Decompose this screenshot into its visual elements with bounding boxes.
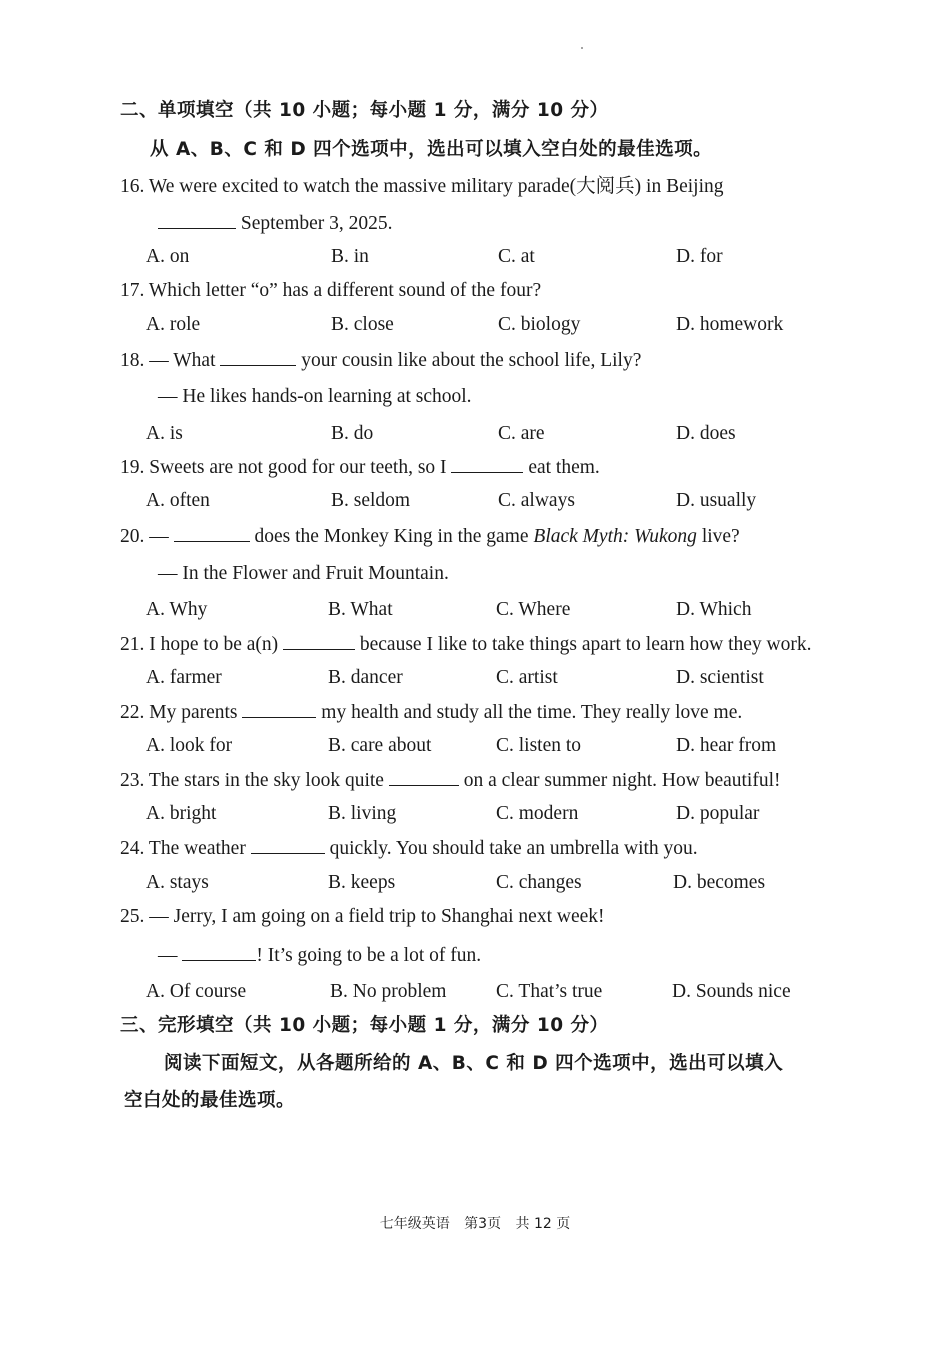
answer-blank — [451, 454, 523, 473]
footer-total-pages: 共 12 页 — [515, 1216, 571, 1232]
option-b: B. dancer — [328, 667, 403, 688]
option-c: C. biology — [498, 314, 581, 335]
question-text: What — [173, 350, 216, 371]
section2-heading: 二、单项填空（共 10 小题；每小题 1 分，满分 10 分） — [120, 100, 609, 121]
question-text: Jerry, I am going on a field trip to Shanghai next week! — [173, 906, 605, 927]
option-c: C. artist — [496, 667, 558, 688]
option-b: B. care about — [328, 735, 432, 756]
option-a: A. role — [146, 314, 201, 335]
answer-blank — [242, 699, 316, 718]
option-b: B. in — [331, 246, 369, 267]
option-d: D. Which — [676, 599, 752, 620]
question-text: eat them. — [528, 457, 600, 478]
question-text: My parents — [149, 702, 238, 723]
question-18-reply — [158, 384, 472, 410]
answer-blank — [251, 835, 325, 854]
option-a: A. Of course — [146, 981, 247, 1002]
option-d: D. Sounds nice — [672, 981, 791, 1002]
question-text: Sweets are not good for our teeth, so I — [149, 457, 447, 478]
question-17 — [120, 278, 541, 304]
question-text: on a clear summer night. How beautiful! — [463, 770, 781, 791]
question-number: 24. — [120, 838, 145, 859]
question-21 — [120, 631, 811, 658]
question-number: 21. — [120, 634, 145, 655]
reply-text: ! It’s going to be a lot of fun. — [256, 945, 482, 966]
answer-blank — [174, 523, 250, 542]
question-23 — [120, 767, 781, 794]
option-c: C. always — [498, 490, 575, 511]
option-d: D. scientist — [676, 667, 764, 688]
option-d: D. homework — [676, 314, 784, 335]
option-a: A. farmer — [146, 667, 222, 688]
question-16 — [120, 174, 723, 200]
question-16-line2 — [158, 210, 393, 237]
option-c: C. changes — [496, 872, 582, 893]
question-number: 16. — [120, 176, 145, 197]
dialogue-dash: — — [158, 563, 178, 584]
option-a: A. stays — [146, 872, 209, 893]
option-a: A. Why — [146, 599, 208, 620]
option-a: A. on — [146, 246, 190, 267]
reply-text: He likes hands-on learning at school. — [182, 386, 472, 407]
question-20 — [120, 523, 740, 550]
section3-instruction-line1: 阅读下面短文，从各题所给的 A、B、C 和 D 四个选项中，选出可以填入 — [164, 1053, 784, 1074]
option-c: C. are — [498, 423, 545, 444]
option-b: B. What — [328, 599, 393, 620]
question-text: live? — [701, 526, 740, 547]
option-d: D. does — [676, 423, 736, 444]
question-number: 25. — [120, 906, 145, 927]
question-number: 17. — [120, 280, 145, 301]
question-number: 22. — [120, 702, 145, 723]
option-b: B. No problem — [330, 981, 447, 1002]
question-text: Which letter “o” has a different sound of the four? — [148, 280, 542, 301]
option-c: C. modern — [496, 803, 579, 824]
dialogue-dash: — — [158, 945, 178, 966]
question-20-reply — [158, 561, 449, 587]
answer-blank — [283, 631, 355, 650]
question-number: 19. — [120, 457, 145, 478]
dialogue-dash: — — [158, 386, 178, 407]
option-b: B. close — [331, 314, 394, 335]
option-d: D. becomes — [673, 872, 766, 893]
page-footer — [0, 1213, 950, 1233]
option-b: B. living — [328, 803, 397, 824]
option-c: C. at — [498, 246, 535, 267]
scan-speck — [581, 47, 583, 49]
question-25-reply — [158, 942, 481, 969]
answer-blank — [389, 767, 459, 786]
option-b: B. seldom — [331, 490, 411, 511]
answer-blank — [220, 347, 296, 366]
option-c: C. listen to — [496, 735, 582, 756]
section3-heading: 三、完形填空（共 10 小题；每小题 1 分，满分 10 分） — [120, 1015, 609, 1036]
option-c: C. That’s true — [496, 981, 603, 1002]
answer-blank — [182, 942, 256, 961]
question-22 — [120, 699, 742, 726]
option-a: A. is — [146, 423, 183, 444]
option-d: D. popular — [676, 803, 760, 824]
option-d: D. for — [676, 246, 723, 267]
question-text: The stars in the sky look quite — [148, 770, 384, 791]
section3-instruction-line2: 空白处的最佳选项。 — [124, 1090, 296, 1111]
option-a: A. look for — [146, 735, 233, 756]
footer-subject: 七年级英语 — [379, 1216, 450, 1232]
option-a: A. bright — [146, 803, 217, 824]
question-text: my health and study all the time. They really love me. — [321, 702, 743, 723]
question-number: 23. — [120, 770, 145, 791]
option-d: D. hear from — [676, 735, 777, 756]
game-title: Black Myth: Wukong — [533, 526, 697, 547]
question-text: quickly. You should take an umbrella with you. — [329, 838, 698, 859]
option-c: C. Where — [496, 599, 571, 620]
option-a: A. often — [146, 490, 210, 511]
question-24 — [120, 835, 698, 862]
dialogue-dash: — — [149, 350, 169, 371]
answer-blank — [158, 210, 236, 229]
question-text: does the Monkey King in the game — [254, 526, 529, 547]
question-text: your cousin like about the school life, Lily? — [301, 350, 642, 371]
reply-text: In the Flower and Fruit Mountain. — [182, 563, 449, 584]
question-18 — [120, 347, 641, 374]
question-25 — [120, 904, 605, 930]
option-d: D. usually — [676, 490, 757, 511]
footer-page-number: 第3页 — [464, 1216, 502, 1232]
question-number: 18. — [120, 350, 145, 371]
question-text: We were excited to watch the massive military parade(大阅兵) in Beijing — [148, 176, 724, 197]
dialogue-dash: — — [149, 526, 169, 547]
section2-instruction: 从 A、B、C 和 D 四个选项中，选出可以填入空白处的最佳选项。 — [150, 139, 713, 160]
option-b: B. do — [331, 423, 374, 444]
question-text: because I like to take things apart to learn how they work. — [359, 634, 812, 655]
dialogue-dash: — — [149, 906, 169, 927]
option-b: B. keeps — [328, 872, 396, 893]
question-text: September 3, 2025. — [240, 213, 393, 234]
question-19 — [120, 454, 600, 481]
question-number: 20. — [120, 526, 145, 547]
question-text: I hope to be a(n) — [149, 634, 279, 655]
question-text: The weather — [148, 838, 246, 859]
